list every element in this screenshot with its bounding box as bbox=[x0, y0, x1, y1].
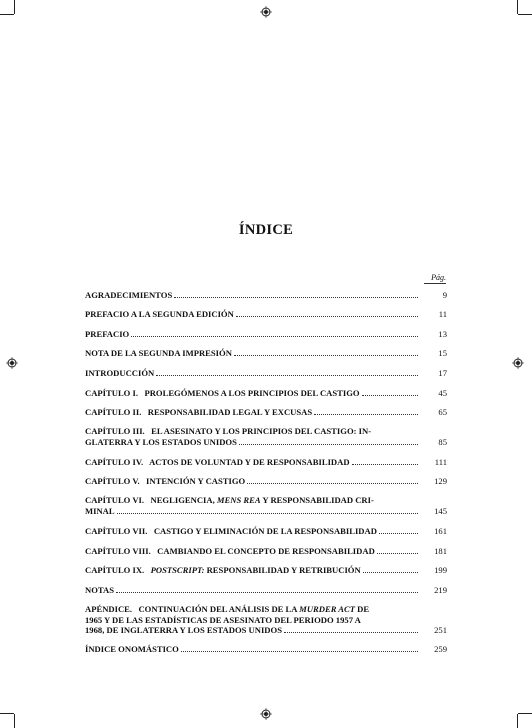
toc-entry-indice-onomastico: ÍNDICE ONOMÁSTICO 259 bbox=[85, 644, 447, 654]
registration-mark-icon bbox=[260, 708, 272, 720]
toc-entry-capitulo-7: CAPÍTULO VII. CASTIGO Y ELIMINACIÓN DE LA RESPONSABILIDAD 161 bbox=[85, 526, 447, 536]
toc-entry-capitulo-3: CAPÍTULO III. EL ASESINATO Y LOS PRINCIPIOS DEL CASTIGO: IN- GLATERRA Y LOS ESTADOS UNIDOS 85 bbox=[85, 426, 447, 447]
registration-mark-icon bbox=[512, 357, 524, 369]
trim-mark bbox=[0, 14, 14, 15]
page-title: ÍNDICE bbox=[238, 222, 294, 238]
toc-entry-capitulo-4: CAPÍTULO IV. ACTOS DE VOLUNTAD Y DE RESPONSABILIDAD 111 bbox=[85, 457, 447, 467]
toc-entry-apendice: APÉNDICE. CONTINUACIÓN DEL ANÁLISIS DE LA MURDER ACT DE 1965 Y DE LAS ESTADÍSTICAS DE ASESINATO DEL PERIODO 1957 A 1968, DE INGLATERRA Y LOS ESTADOS UNIDOS 251 bbox=[85, 604, 447, 635]
registration-mark-icon bbox=[6, 357, 18, 369]
toc-entry-capitulo-9: CAPÍTULO IX. POSTSCRIPT: RESPONSABILIDAD Y RETRIBUCIÓN 199 bbox=[85, 565, 447, 575]
toc-entry-introduccion: INTRODUCCIÓN 17 bbox=[85, 368, 447, 378]
toc-entry-capitulo-8: CAPÍTULO VIII. CAMBIANDO EL CONCEPTO DE RESPONSABILIDAD 181 bbox=[85, 546, 447, 556]
toc-entry-prefacio-segunda-edicion: PREFACIO A LA SEGUNDA EDICIÓN 11 bbox=[85, 309, 447, 319]
toc-entry-capitulo-6: CAPÍTULO VI. NEGLIGENCIA, MENS REA Y RESPONSABILIDAD CRI- MINAL 145 bbox=[85, 495, 447, 516]
registration-mark-icon bbox=[260, 6, 272, 18]
page-column-header: Pág. bbox=[424, 273, 446, 284]
toc-entry-nota-segunda-impresion: NOTA DE LA SEGUNDA IMPRESIÓN 15 bbox=[85, 348, 447, 358]
trim-mark bbox=[517, 714, 518, 728]
trim-mark bbox=[14, 714, 15, 728]
trim-mark bbox=[518, 713, 532, 714]
toc-entry-prefacio: PREFACIO 13 bbox=[85, 329, 447, 339]
toc-entry-agradecimientos: AGRADECIMIENTOS 9 bbox=[85, 290, 447, 300]
trim-mark bbox=[518, 14, 532, 15]
toc-entry-notas: NOTAS 219 bbox=[85, 585, 447, 595]
toc-entry-capitulo-2: CAPÍTULO II. RESPONSABILIDAD LEGAL Y EXCUSAS 65 bbox=[85, 407, 447, 417]
trim-mark bbox=[14, 0, 15, 14]
trim-mark bbox=[0, 713, 14, 714]
toc-entry-capitulo-1: CAPÍTULO I. PROLEGÓMENOS A LOS PRINCIPIOS DEL CASTIGO 45 bbox=[85, 388, 447, 398]
toc-entry-capitulo-5: CAPÍTULO V. INTENCIÓN Y CASTIGO 129 bbox=[85, 476, 447, 486]
trim-mark bbox=[517, 0, 518, 14]
